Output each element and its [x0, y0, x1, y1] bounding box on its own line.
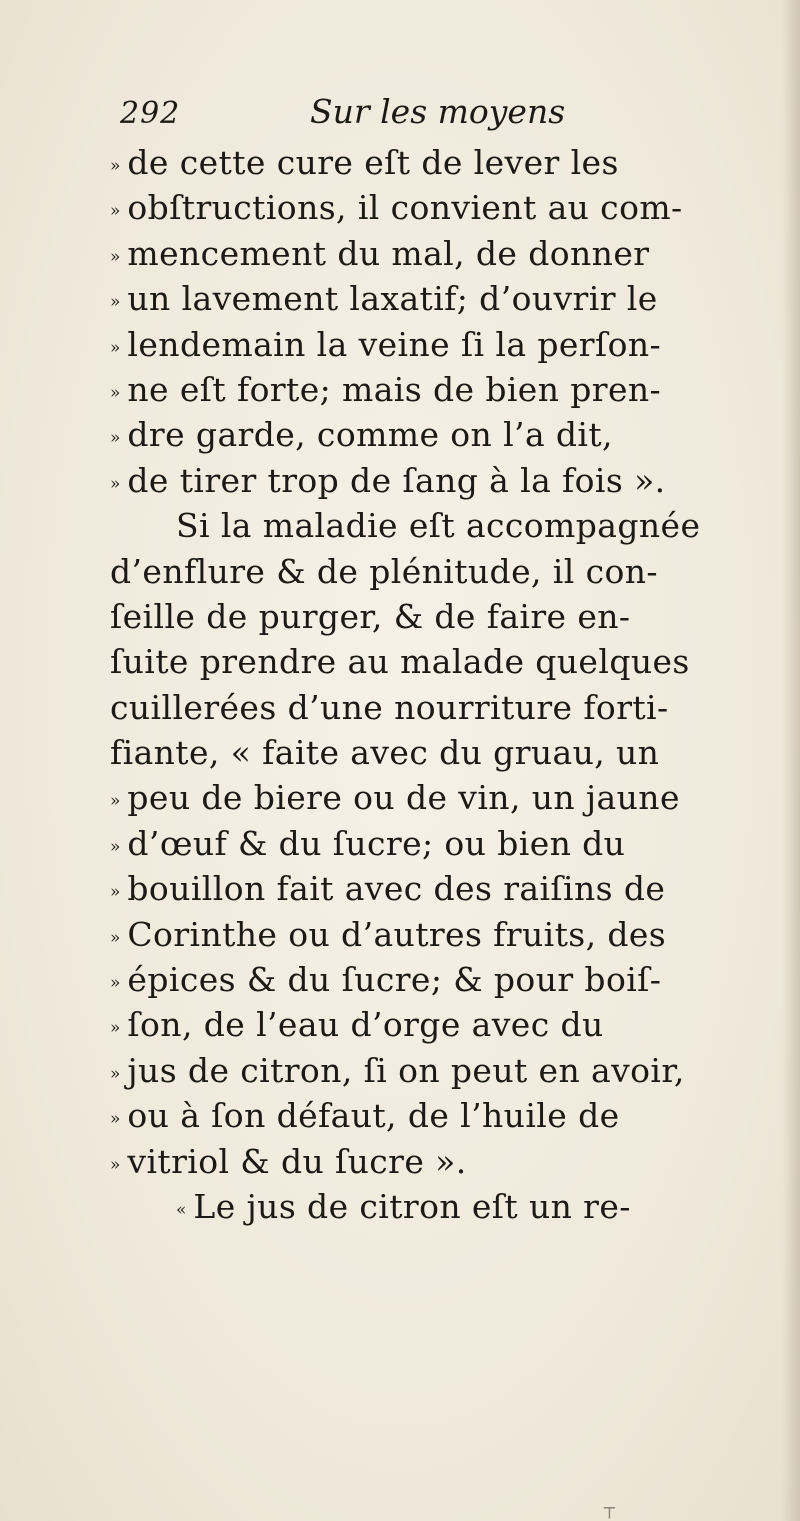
running-title: Sur les moyens: [310, 92, 566, 131]
text-line: [110, 276, 775, 321]
quotation-mark: »: [110, 791, 120, 812]
line-text: ou à ſon défaut, de l’huile de: [127, 1096, 620, 1136]
text-line: [110, 1184, 775, 1229]
quotation-mark: »: [110, 156, 120, 176]
line-text: d’œuf & du ſucre; ou bien du: [127, 823, 626, 863]
line-text: lendemain la veine ſi la perſon-: [127, 324, 662, 364]
quotation-mark: »: [110, 1018, 120, 1039]
body-text: [110, 140, 775, 1229]
quotation-mark: »: [110, 927, 120, 948]
text-line: [110, 367, 775, 412]
text-line: [110, 957, 775, 1002]
text-line: [110, 912, 775, 957]
text-line: [110, 866, 775, 911]
text-line: [110, 639, 775, 684]
text-line: [110, 503, 775, 548]
text-line: [110, 1139, 775, 1184]
text-line: [110, 1048, 775, 1093]
line-text: Le jus de citron eſt un re-: [193, 1186, 631, 1226]
text-line: [110, 322, 775, 367]
text-line: [110, 412, 775, 457]
text-line: [110, 775, 775, 820]
text-line: [110, 730, 775, 775]
line-text: obſtructions, il convient au com-: [127, 188, 683, 228]
line-text: d’enflure & de plénitude, il con-: [110, 551, 658, 591]
printer-mark: ┬: [604, 1498, 615, 1519]
quotation-mark: »: [110, 382, 120, 403]
line-text: ſon, de l’eau d’orge avec du: [127, 1005, 604, 1045]
text-line: [110, 1093, 775, 1138]
quotation-mark: »: [110, 201, 120, 222]
line-text: peu de biere ou de vin, un jaune: [127, 778, 680, 818]
quotation-mark: «: [176, 1199, 186, 1220]
line-text: ſeille de purger, & de faire en-: [110, 596, 631, 636]
quotation-mark: »: [110, 246, 120, 267]
text-line: [110, 594, 775, 639]
line-text: ne eſt forte; mais de bien pren-: [127, 369, 662, 409]
quotation-mark: »: [110, 1154, 120, 1175]
line-text: Corinthe ou d’autres fruits, des: [127, 914, 667, 954]
line-text: épices & du ſucre; & pour boiſ-: [127, 960, 662, 1000]
quotation-mark: »: [110, 428, 120, 449]
text-line: [110, 458, 775, 503]
line-text: mencement du mal, de donner: [127, 233, 650, 273]
text-line: [110, 685, 775, 730]
text-line: [110, 821, 775, 866]
line-text: dre garde, comme on l’a dit,: [127, 415, 613, 455]
page-number: 292: [120, 96, 181, 131]
quotation-mark: »: [110, 473, 120, 494]
line-text: bouillon fait avec des raiſins de: [127, 869, 666, 909]
page-edge-shadow: [782, 0, 800, 1521]
text-line: [110, 140, 775, 185]
line-text: de tirer trop de ſang à la fois ».: [127, 460, 666, 500]
quotation-mark: »: [110, 973, 120, 994]
quotation-mark: »: [110, 836, 120, 857]
line-text: un lavement laxatif; d’ouvrir le: [127, 279, 658, 319]
quotation-mark: »: [110, 1063, 120, 1084]
quotation-mark: »: [110, 1109, 120, 1130]
text-line: [110, 231, 775, 276]
text-line: [110, 1002, 775, 1047]
line-text: Si la maladie eſt accompagnée: [176, 506, 701, 546]
quotation-mark: »: [110, 337, 120, 358]
line-text: vitriol & du ſucre ».: [127, 1141, 467, 1181]
line-text: de cette cure eſt de lever les: [127, 143, 619, 182]
line-text: fiante, « faite avec du gruau, un: [110, 733, 660, 773]
page-header: [120, 92, 760, 136]
line-text: jus de citron, ſi on peut en avoir,: [127, 1050, 685, 1090]
quotation-mark: »: [110, 292, 120, 313]
quotation-mark: »: [110, 882, 120, 903]
text-line: [110, 549, 775, 594]
line-text: ſuite prendre au malade quelques: [110, 642, 690, 682]
line-text: cuillerées d’une nourriture forti-: [110, 687, 669, 727]
text-line: [110, 185, 775, 230]
